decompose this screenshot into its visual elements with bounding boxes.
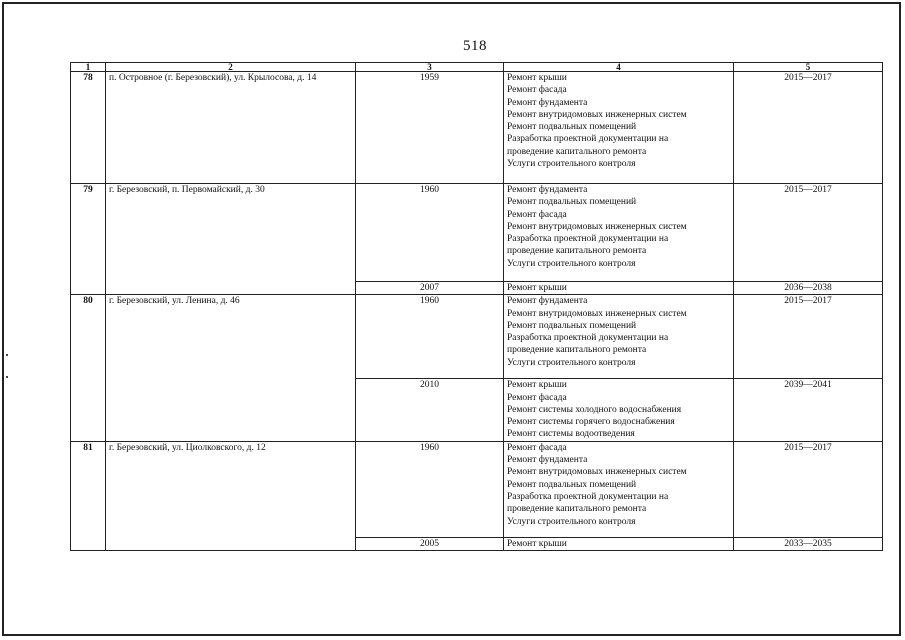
build-year: 2005 xyxy=(356,537,504,550)
header-row xyxy=(71,63,883,72)
record-number: 78 xyxy=(71,72,106,184)
works-cell xyxy=(504,441,734,537)
record-address: п. Островное (г. Березовский), ул. Крылосова, д. 14 xyxy=(106,72,356,184)
repair-schedule-table xyxy=(70,62,883,551)
table-row xyxy=(71,72,883,184)
record-address: г. Березовский, ул. Циолковского, д. 12 xyxy=(106,441,356,550)
work-item: Разработка проектной документации на xyxy=(507,134,669,145)
table-row xyxy=(71,184,883,282)
work-item: Ремонт фасада xyxy=(507,392,567,403)
repair-period: 2039—2041 xyxy=(734,379,883,441)
record-address: г. Березовский, п. Первомайский, д. 30 xyxy=(106,184,356,295)
work-item: Услуги строительного контроля xyxy=(507,258,636,269)
work-item: проведение капитального ремонта xyxy=(507,146,647,157)
works-cell xyxy=(504,379,734,441)
works-cell xyxy=(504,295,734,379)
work-item: Услуги строительного контроля xyxy=(507,357,636,368)
record-number: 80 xyxy=(71,295,106,441)
work-item: Ремонт фундамента xyxy=(507,296,588,307)
work-item: Ремонт крыши xyxy=(507,283,567,293)
build-year: 1960 xyxy=(356,184,504,282)
work-item: Ремонт системы холодного водоснабжения xyxy=(507,404,682,415)
work-item: Услуги строительного контроля xyxy=(507,159,636,170)
works-cell xyxy=(504,537,734,550)
build-year: 2007 xyxy=(356,282,504,295)
repair-period: 2033—2035 xyxy=(734,537,883,550)
work-item: Ремонт подвальных помещений xyxy=(507,479,637,490)
repair-period: 2015—2017 xyxy=(734,441,883,537)
repair-period: 2015—2017 xyxy=(734,184,883,282)
page-number: 518 xyxy=(463,38,487,54)
work-item: Ремонт фасада xyxy=(507,442,567,453)
work-item: Ремонт подвальных помещений xyxy=(507,122,637,133)
column-header: 2 xyxy=(106,63,356,72)
repair-period: 2036—2038 xyxy=(734,282,883,295)
works-cell xyxy=(504,282,734,295)
works-cell xyxy=(504,72,734,184)
work-item: Ремонт внутридомовых инженерных систем xyxy=(507,109,687,120)
works-cell xyxy=(504,184,734,282)
work-item: Ремонт фундамента xyxy=(507,185,588,195)
work-item: Ремонт внутридомовых инженерных систем xyxy=(507,467,687,478)
build-year: 1960 xyxy=(356,441,504,537)
work-item: Разработка проектной документации на xyxy=(507,333,669,344)
work-item: Ремонт системы водоотведения xyxy=(507,429,635,440)
work-item: проведение капитального ремонта xyxy=(507,345,647,356)
record-number: 79 xyxy=(71,184,106,295)
work-item: Ремонт крыши xyxy=(507,73,567,83)
scan-speck xyxy=(6,376,8,378)
build-year: 1960 xyxy=(356,295,504,379)
work-item: Ремонт системы горячего водоснабжения xyxy=(507,417,675,428)
work-item: Разработка проектной документации на xyxy=(507,491,669,502)
work-item: Ремонт внутридомовых инженерных систем xyxy=(507,308,687,319)
column-header: 1 xyxy=(71,63,106,72)
work-item: Ремонт фасада xyxy=(507,209,567,220)
build-year: 2010 xyxy=(356,379,504,441)
work-item: Ремонт фундамента xyxy=(507,455,588,466)
work-item: Ремонт подвальных помещений xyxy=(507,320,637,331)
repair-period: 2015—2017 xyxy=(734,72,883,184)
work-item: Разработка проектной документации на xyxy=(507,234,669,245)
work-item: Услуги строительного контроля xyxy=(507,516,636,527)
work-item: проведение капитального ремонта xyxy=(507,246,647,257)
work-item: Ремонт фасада xyxy=(507,85,567,96)
table-row xyxy=(71,295,883,379)
record-number: 81 xyxy=(71,441,106,550)
column-header: 3 xyxy=(356,63,504,72)
work-item: Ремонт крыши xyxy=(507,538,567,549)
column-header: 5 xyxy=(734,63,883,72)
scan-speck xyxy=(6,354,8,356)
work-item: Ремонт фундамента xyxy=(507,97,588,108)
build-year: 1959 xyxy=(356,72,504,184)
work-item: проведение капитального ремонта xyxy=(507,504,647,515)
column-header: 4 xyxy=(504,63,734,72)
work-item: Ремонт крыши xyxy=(507,380,567,391)
work-item: Ремонт подвальных помещений xyxy=(507,197,637,208)
work-item: Ремонт внутридомовых инженерных систем xyxy=(507,221,687,232)
record-address: г. Березовский, ул. Ленина, д. 46 xyxy=(106,295,356,441)
repair-period: 2015—2017 xyxy=(734,295,883,379)
table-row xyxy=(71,441,883,537)
